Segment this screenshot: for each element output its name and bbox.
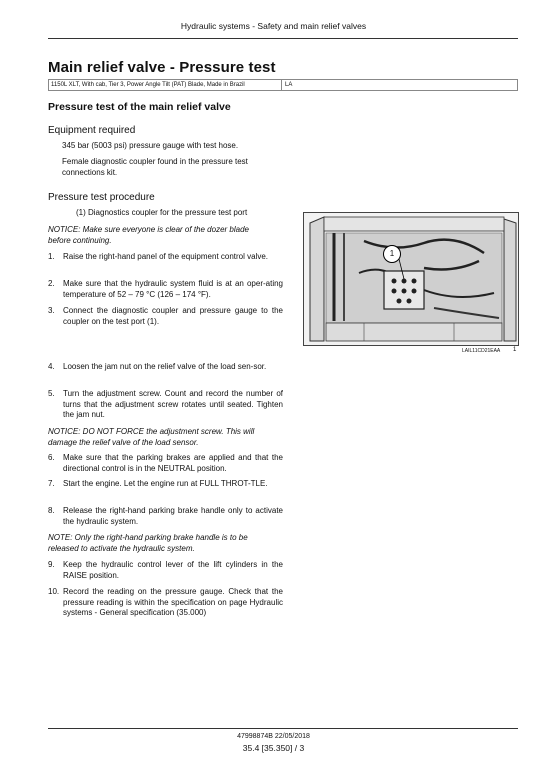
step-text: Connect the diagnostic coupler and pressure gauge to the coupler on the test port (1). bbox=[63, 306, 283, 326]
notice-do-not-force-line1: NOTICE: DO NOT FORCE the adjustment screw. This will bbox=[48, 427, 255, 436]
step-number: 1. bbox=[48, 252, 55, 261]
notice-do-not-force bbox=[48, 427, 283, 448]
equipment-item-gauge: 345 bar (5003 psi) pressure gauge with test hose. bbox=[62, 141, 239, 150]
figure-number: 1 bbox=[513, 347, 517, 353]
header-rule bbox=[48, 38, 518, 39]
step-number: 5. bbox=[48, 389, 55, 398]
step-number: 3. bbox=[48, 306, 55, 315]
step-number: 8. bbox=[48, 506, 55, 515]
figure-legend: (1) Diagnostics coupler for the pressure test port bbox=[76, 208, 248, 217]
notice-clear-blade-line2: before continuing. bbox=[48, 235, 112, 245]
equipment-heading: Equipment required bbox=[48, 125, 136, 136]
step-number: 10. bbox=[48, 587, 60, 596]
figure-code: LAIL11CD21EAA bbox=[462, 348, 501, 354]
step-text: Turn the adjustment screw. Count and record the number of turns that the adjustment screw rotates until seated. Tighten the jam nut. bbox=[63, 389, 283, 419]
equipment-item-coupler-line1: Female diagnostic coupler found in the pressure test bbox=[62, 157, 248, 166]
step-text: Make sure that the parking brakes are applied and that the directional control is in the NEUTRAL position. bbox=[63, 453, 283, 473]
step-number: 9. bbox=[48, 560, 55, 569]
step-number: 6. bbox=[48, 453, 55, 462]
notice-clear-blade bbox=[48, 225, 283, 246]
step-text: Make sure that the hydraulic system fluid is at an oper-ating temperature of 52 – 79 °C (126 – 174 °F). bbox=[63, 279, 283, 299]
step-text: Raise the right-hand panel of the equipment control valve. bbox=[63, 252, 269, 261]
footer-rule bbox=[48, 728, 518, 729]
note-parking-brake-line1: NOTE: Only the right-hand parking brake handle is to be bbox=[48, 533, 248, 542]
step-number: 2. bbox=[48, 279, 55, 288]
step-number: 4. bbox=[48, 362, 55, 371]
subtitle: Pressure test of the main relief valve bbox=[48, 101, 231, 113]
step-text: Record the reading on the pressure gauge. Check that the pressure reading is within the specification on page Hydraulic systems - General specification (35.000) bbox=[63, 587, 283, 617]
figure-callout-1: 1 bbox=[383, 245, 401, 263]
procedure-heading: Pressure test procedure bbox=[48, 192, 155, 203]
page-header-title: Hydraulic systems - Safety and main relief valves bbox=[180, 21, 367, 31]
step-text: Start the engine. Let the engine run at FULL THROT-TLE. bbox=[63, 479, 268, 488]
model-applicability-box bbox=[48, 79, 518, 91]
step-number: 7. bbox=[48, 479, 55, 488]
notice-do-not-force-line2: damage the relief valve of the load sensor. bbox=[48, 437, 199, 447]
model-text: 1150L XLT, With cab, Tier 3, Power Angle Tilt (PAT) Blade, Made in Brazil bbox=[51, 82, 245, 88]
section-title: Main relief valve - Pressure test bbox=[48, 59, 276, 76]
step-text: Loosen the jam nut on the relief valve of the load sen-sor. bbox=[63, 362, 267, 371]
region-code: LA bbox=[285, 82, 293, 88]
figure-illustration bbox=[304, 213, 518, 345]
figure-hydraulic-test-port bbox=[303, 212, 519, 346]
notice-clear-blade-line1: NOTICE: Make sure everyone is clear of the dozer blade bbox=[48, 225, 249, 234]
model-separator bbox=[281, 80, 282, 90]
step-text: Keep the hydraulic control lever of the lift cylinders in the RAISE position. bbox=[63, 560, 283, 580]
note-parking-brake-line2: released to activate the hydraulic system. bbox=[48, 543, 195, 553]
step-text: Release the right-hand parking brake handle only to activate the hydraulic system. bbox=[63, 506, 283, 526]
note-parking-brake bbox=[48, 533, 283, 554]
footer-page-number: 35.4 [35.350] / 3 bbox=[242, 743, 305, 753]
footer-document-code: 47998874B 22/05/2018 bbox=[237, 733, 310, 740]
equipment-item-coupler-line2: connections kit. bbox=[62, 167, 118, 177]
